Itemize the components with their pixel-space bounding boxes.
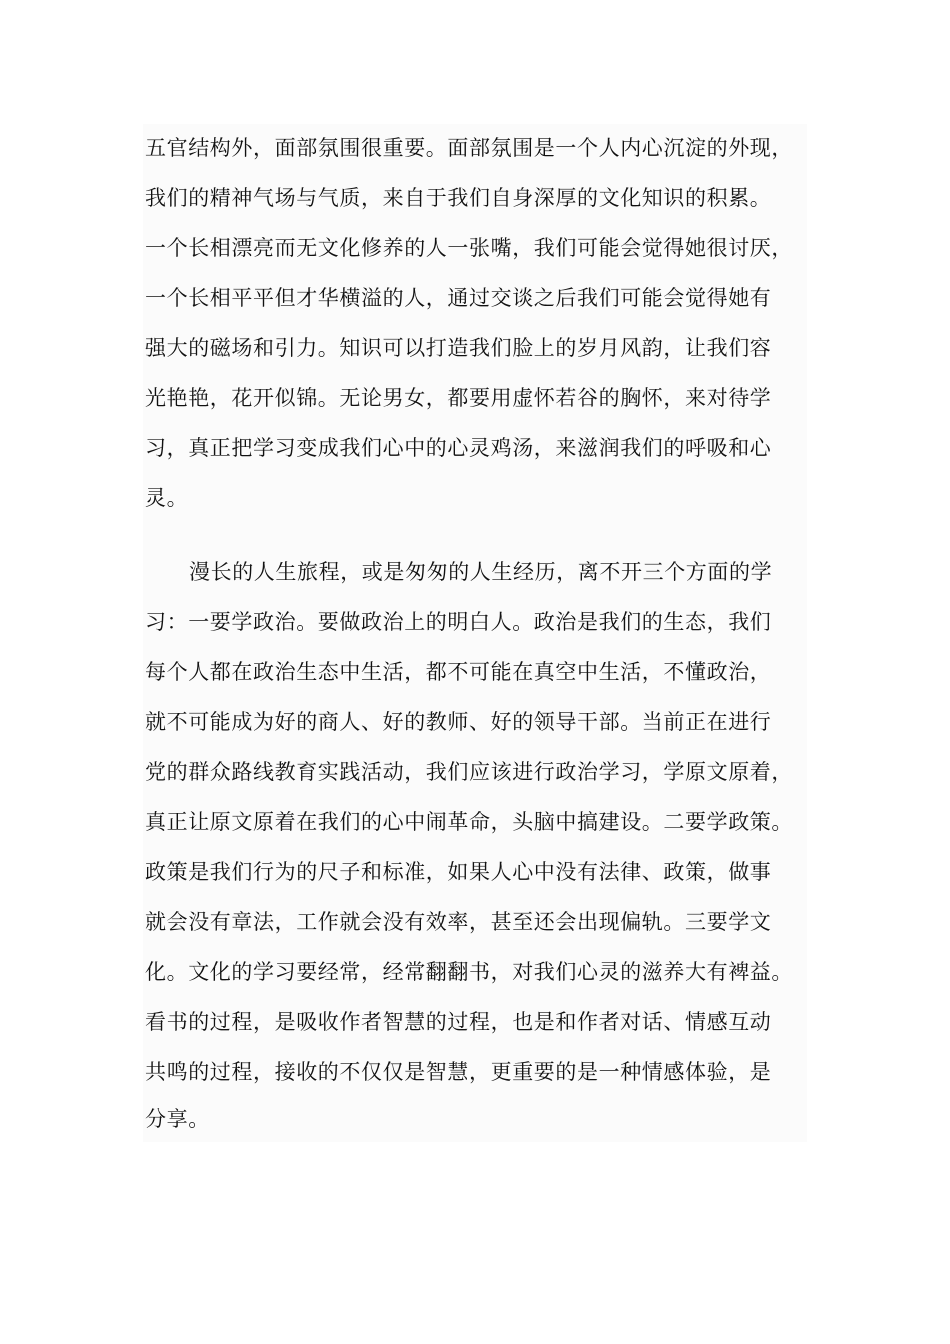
paragraph-2-line: 每个人都在政治生态中生活，都不可能在真空中生活，不懂政治， xyxy=(145,660,772,684)
paragraph-1-line: 五官结构外，面部氛围很重要。面部氛围是一个人内心沉淀的外现， xyxy=(145,136,793,160)
paragraph-2-line: 党的群众路线教育实践活动，我们应该进行政治学习，学原文原着， xyxy=(145,760,793,784)
paragraph-1-line: 一个长相平平但才华横溢的人，通过交谈之后我们可能会觉得她有 xyxy=(145,286,772,310)
paragraph-1-line: 我们的精神气场与气质，来自于我们自身深厚的文化知识的积累。 xyxy=(145,186,772,210)
paragraph-2-line: 分享。 xyxy=(145,1107,210,1131)
paragraph-2-line: 就不可能成为好的商人、好的教师、好的领导干部。当前正在进行 xyxy=(145,710,772,734)
paragraph-1-line: 习，真正把学习变成我们心中的心灵鸡汤，来滋润我们的呼吸和心 xyxy=(145,436,772,460)
text-body xyxy=(143,124,807,1142)
paragraph-2-line: 政策是我们行为的尺子和标准，如果人心中没有法律、政策，做事 xyxy=(145,860,772,884)
paragraph-2-line: 习：一要学政治。要做政治上的明白人。政治是我们的生态，我们 xyxy=(145,610,772,634)
paragraph-2-line: 漫长的人生旅程，或是匆匆的人生经历，离不开三个方面的学 xyxy=(189,560,773,584)
paragraph-2-line: 真正让原文原着在我们的心中闹革命，头脑中搞建设。二要学政策。 xyxy=(145,810,793,834)
paragraph-2-line: 共鸣的过程，接收的不仅仅是智慧，更重要的是一种情感体验，是 xyxy=(145,1060,772,1084)
paragraph-2-line: 看书的过程，是吸收作者智慧的过程，也是和作者对话、情感互动 xyxy=(145,1010,772,1034)
paragraph-1-line: 强大的磁场和引力。知识可以打造我们脸上的岁月风韵，让我们容 xyxy=(145,336,772,360)
paragraph-2-line: 化。文化的学习要经常，经常翻翻书，对我们心灵的滋养大有裨益。 xyxy=(145,960,793,984)
paragraph-1-line: 一个长相漂亮而无文化修养的人一张嘴，我们可能会觉得她很讨厌， xyxy=(145,236,793,260)
paragraph-2-line: 就会没有章法，工作就会没有效率，甚至还会出现偏轨。三要学文 xyxy=(145,910,772,934)
paragraph-1-line: 光艳艳，花开似锦。无论男女，都要用虚怀若谷的胸怀，来对待学 xyxy=(145,386,772,410)
paragraph-1-line: 灵。 xyxy=(145,486,189,510)
